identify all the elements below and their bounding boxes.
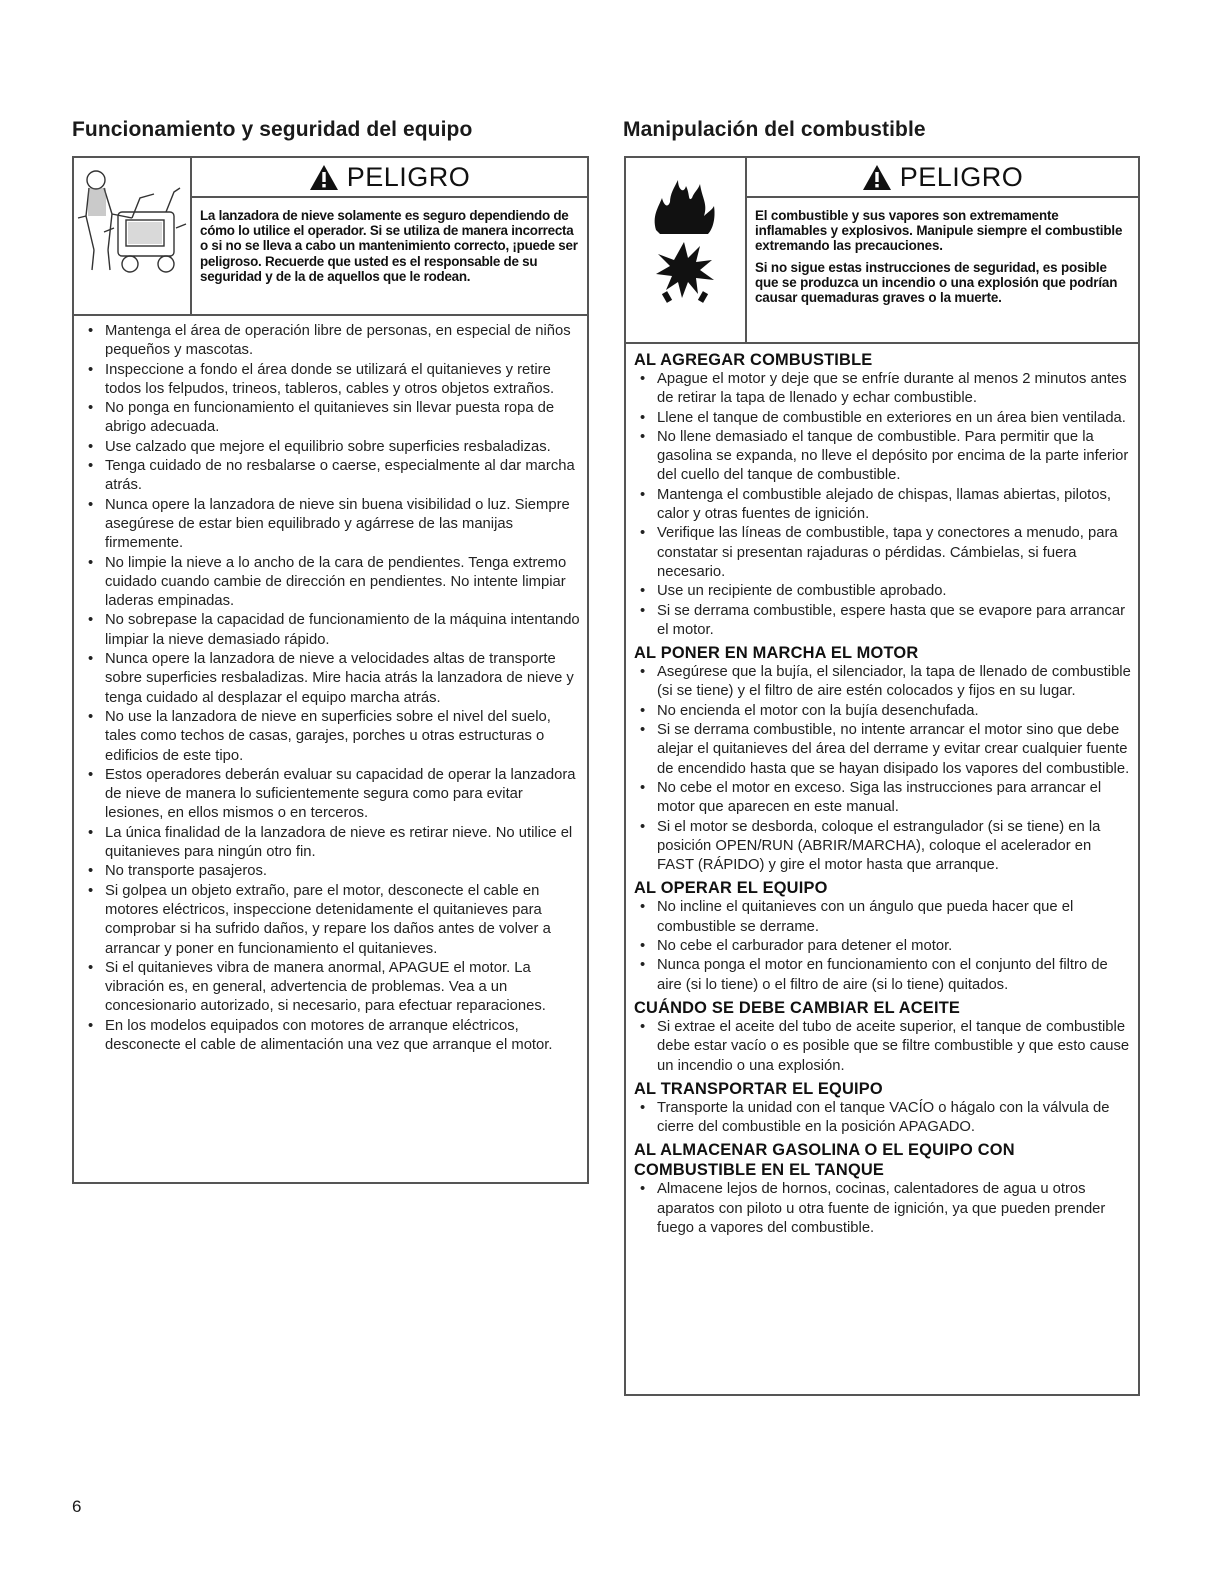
safety-box	[72, 156, 589, 1184]
section-title: Funcionamiento y seguridad del equipo	[72, 118, 473, 141]
subsection-list	[626, 1018, 1132, 1076]
danger-warning	[626, 158, 1138, 344]
subsection-list	[626, 1099, 1132, 1138]
warning-message-1: El combustible y sus vapores son extremamente inflamables y explosivos. Manipule siempre el combustible extremando las precauciones.	[755, 208, 1123, 254]
list-item: • Si el quitanieves vibra de manera anormal, APAGUE el motor. La vibración es, en general, advertencia de problemas. Vea a un concesionario autorizado, si necesario, para efectuar reparaciones.	[74, 959, 581, 1017]
list-item: • Si extrae el aceite del tubo de aceite superior, el tanque de combustible debe estar vacío o es posible que se filtre combustible y que esto cause un incendio o una explosión.	[626, 1018, 1132, 1076]
list-item: • Apague el motor y deje que se enfríe durante al menos 2 minutos antes de retirar la tapa de llenado y echar combustible.	[626, 370, 1132, 409]
list-item: • No cebe el motor en exceso. Siga las instrucciones para arrancar el motor que aparecen en este manual.	[626, 779, 1132, 818]
subsection-list	[626, 898, 1132, 994]
warning-message: La lanzadora de nieve solamente es seguro dependiendo de cómo lo utilice el operador. Si se utiliza de manera incorrecta o si no se lleva a cabo un mantenimiento correcto, ¡puede ser peligroso. Recuerde que usted es el responsable de su seguridad y de la de aquellos que le rodean.	[200, 208, 578, 284]
list-item: • No cebe el carburador para detener el motor.	[626, 937, 1132, 956]
list-item: • Inspeccione a fondo el área donde se utilizará el quitanieves y retire todos los felpudos, trineos, tableros, cables y otros objetos extraños.	[74, 361, 581, 400]
list-item: • Mantenga el combustible alejado de chispas, llamas abiertas, pilotos, calor y otras fuentes de ignición.	[626, 486, 1132, 525]
fire-icon	[655, 180, 715, 234]
list-item: • No transporte pasajeros.	[74, 862, 581, 881]
warning-text	[200, 208, 581, 290]
list-item: • Almacene lejos de hornos, cocinas, calentadores de agua u otros aparatos con piloto u otra fuente de ignición, ya que pueden prender fuego a vapores del combustible.	[626, 1180, 1132, 1238]
list-item: • Transporte la unidad con el tanque VACÍO o hágalo con la válvula de cierre del combustible en la posición APAGADO.	[626, 1099, 1132, 1138]
warning-message-2: Si no sigue estas instrucciones de seguridad, es posible que se produzca un incendio o una explosión que podrían causar quemaduras graves o la muerte.	[755, 259, 1118, 306]
list-item: • Si el motor se desborda, coloque el estrangulador (si se tiene) en la posición OPEN/RUN (ABRIR/MARCHA), coloque el acelerador en FAST (RÁPIDO) y gire el motor hasta que arranque.	[626, 818, 1132, 876]
subsection-heading: AL TRANSPORTAR EL EQUIPO	[634, 1079, 883, 1098]
list-item: • No ponga en funcionamiento el quitanieves sin llevar puesta ropa de abrigo adecuada.	[74, 399, 581, 438]
signal-word-row	[192, 158, 587, 198]
list-item: • No encienda el motor con la bujía desenchufada.	[626, 702, 1132, 721]
list-item: • No llene demasiado el tanque de combustible. Para permitir que la gasolina se expanda, no lleve el depósito por encima de la parte inferior del cuello del tanque de combustible.	[626, 428, 1132, 486]
explosion-icon	[656, 242, 714, 303]
subsection-heading: AL AGREGAR COMBUSTIBLE	[634, 351, 873, 369]
list-item: • Estos operadores deberán evaluar su capacidad de operar la lanzadora de nieve de manera lo suficientemente segura como para evitar lesiones, en ellos mismos o en terceros.	[74, 766, 581, 824]
warning-triangle-icon	[862, 164, 892, 191]
snowblower-operator-illustration	[74, 158, 192, 314]
list-item: • Use calzado que mejore el equilibrio sobre superficies resbaladizas.	[74, 438, 581, 457]
list-item: • Nunca opere la lanzadora de nieve sin buena visibilidad o luz. Siempre asegúrese de estar bien equilibrado y agárrese de las manijas firmemente.	[74, 496, 581, 554]
list-item: • Nunca opere la lanzadora de nieve a velocidades altas de transporte sobre superficies resbaladizas. Mire hacia atrás la lanzadora de nieve y tenga cuidado al desplazar el equipo marcha atrás.	[74, 650, 581, 708]
signal-word-row	[747, 158, 1138, 198]
list-item: • No use la lanzadora de nieve en superficies sobre el nivel del suelo, tales como techos de casas, garajes, porches u otras estructuras o edificios de este tipo.	[74, 708, 581, 766]
list-item: • Asegúrese que la bujía, el silenciador, la tapa de llenado de combustible (si se tiene) y el filtro de aire estén colocados y fijos en su lugar.	[626, 663, 1132, 702]
list-item: • Tenga cuidado de no resbalarse o caerse, especialmente al dar marcha atrás.	[74, 457, 581, 496]
list-item: • No limpie la nieve a lo ancho de la cara de pendientes. Tenga extremo cuidado cuando cambie de dirección en pendientes. No intente limpiar laderas empinadas.	[74, 554, 581, 612]
danger-warning	[74, 158, 587, 316]
list-item: • Si se derrama combustible, espere hasta que se evapore para arrancar el motor.	[626, 602, 1132, 641]
fuel-instructions	[626, 350, 1132, 1241]
subsection-list	[626, 370, 1132, 640]
page-number: 6	[72, 1497, 82, 1516]
fire-explosion-icons	[626, 158, 747, 342]
list-item: • No incline el quitanieves con un ángulo que pueda hacer que el combustible se derrame.	[626, 898, 1132, 937]
list-item: • Use un recipiente de combustible aprobado.	[626, 582, 1132, 601]
list-item: • No sobrepase la capacidad de funcionamiento de la máquina intentando limpiar la nieve demasiado rápido.	[74, 611, 581, 650]
warning-triangle-icon	[309, 164, 339, 191]
warning-text	[755, 208, 1132, 311]
section-title: Manipulación del combustible	[623, 118, 926, 141]
fuel-box	[624, 156, 1140, 1396]
subsection-list	[626, 1180, 1132, 1238]
subsection-heading: AL OPERAR EL EQUIPO	[634, 879, 828, 898]
list-item: • Si se derrama combustible, no intente arrancar el motor sino que debe alejar el quitanieves del área del derrame y evitar crear cualquier fuente de encendido hasta que se hayan disipado los vapores del combustible.	[626, 721, 1132, 779]
subsection-heading: AL PONER EN MARCHA EL MOTOR	[634, 644, 919, 663]
list-item: • Nunca ponga el motor en funcionamiento con el conjunto del filtro de aire (si lo tiene) o el filtro de aire (si lo tiene) quitados.	[626, 956, 1132, 995]
list-item: • Si golpea un objeto extraño, pare el motor, desconecte el cable en motores eléctricos, inspeccione detenidamente el quitanieves para comprobar si ha sufrido daños, y repare los daños antes de volver a arrancar y poner en funcionamiento el quitanieves.	[74, 882, 581, 959]
subsection-heading: CUÁNDO SE DEBE CAMBIAR EL ACEITE	[634, 998, 961, 1017]
safety-bullet-list	[74, 322, 581, 1055]
subsection-list	[626, 663, 1132, 875]
subsection-heading: AL ALMACENAR GASOLINA O EL EQUIPO CON COMBUSTIBLE EN EL TANQUE	[634, 1141, 1015, 1180]
list-item: • Llene el tanque de combustible en exteriores en un área bien ventilada.	[626, 409, 1132, 428]
list-item: • Mantenga el área de operación libre de personas, en especial de niños pequeños y mascotas.	[74, 322, 581, 361]
list-item: • En los modelos equipados con motores de arranque eléctricos, desconecte el cable de alimentación una vez que arranque el motor.	[74, 1017, 581, 1056]
list-item: • La única finalidad de la lanzadora de nieve es retirar nieve. No utilice el quitanieves para ningún otro fin.	[74, 824, 581, 863]
signal-word: PELIGRO	[346, 161, 471, 192]
list-item: • Verifique las líneas de combustible, tapa y conectores a menudo, para constatar si presentan rajaduras o pérdidas. Cámbielas, si fuera necesario.	[626, 524, 1132, 582]
signal-word: PELIGRO	[899, 161, 1024, 192]
